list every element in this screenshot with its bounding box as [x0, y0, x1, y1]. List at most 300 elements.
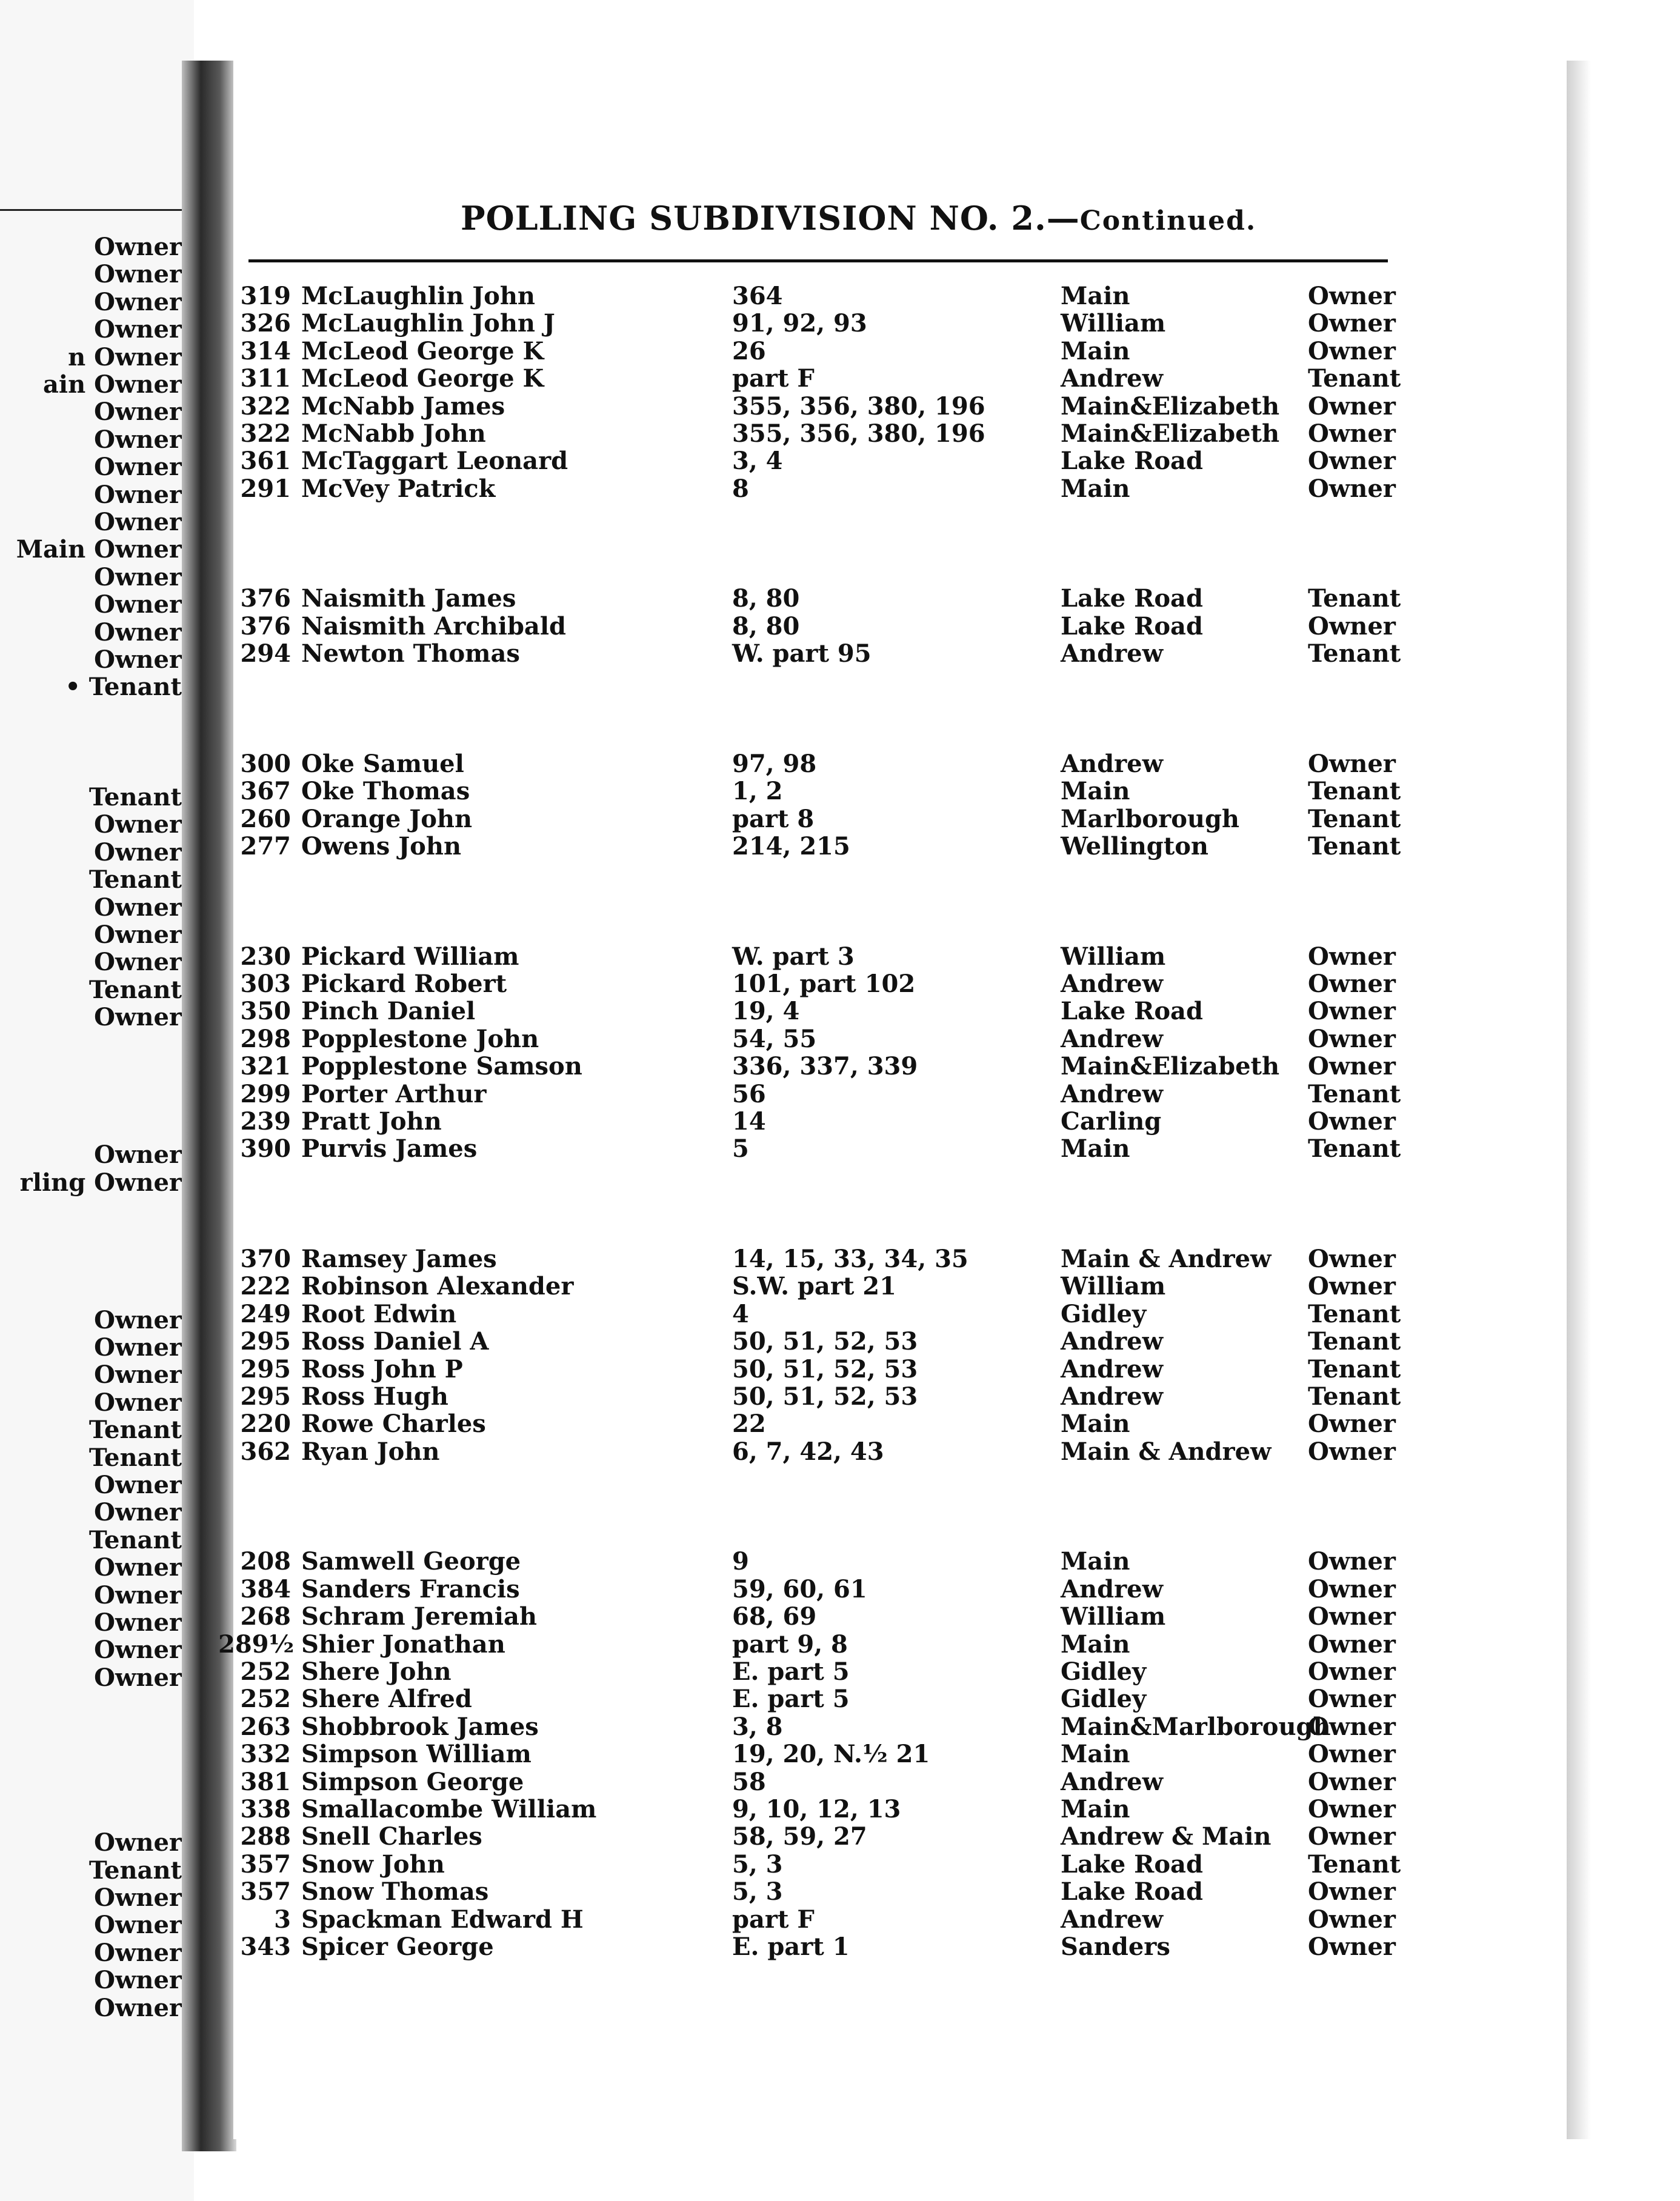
entry-number: 390	[240, 1134, 291, 1164]
table-row	[0, 1025, 1680, 1053]
table-row	[0, 860, 1680, 887]
entry-street: Main	[1061, 1740, 1130, 1769]
page-title	[461, 194, 1257, 242]
table-row	[0, 888, 1680, 915]
entry-street: Carling	[1061, 1107, 1162, 1136]
entry-tenure: Tenant	[1308, 364, 1401, 393]
entry-name: Robinson Alexander	[301, 1272, 574, 1301]
table-row	[0, 970, 1680, 997]
entry-name: Shier Jonathan	[301, 1630, 505, 1659]
facing-page-line: Owner	[94, 1471, 182, 1499]
entry-lots: 58, 59, 27	[732, 1822, 867, 1851]
entry-tenure: Tenant	[1308, 1850, 1401, 1879]
entry-street: Gidley	[1061, 1685, 1147, 1714]
entry-number: 230	[240, 942, 291, 971]
entry-number: 303	[240, 970, 291, 998]
entry-name: Spicer George	[301, 1933, 494, 1961]
entry-street: Main	[1061, 777, 1130, 806]
entry-name: Ross Hugh	[301, 1382, 448, 1411]
entry-street: Main&Marlborough	[1061, 1712, 1331, 1741]
facing-page-line: Owner	[94, 481, 182, 508]
entry-street: Main	[1061, 1630, 1130, 1659]
table-row	[0, 310, 1680, 337]
entry-tenure: Owner	[1308, 309, 1396, 338]
entry-street: Lake Road	[1061, 611, 1203, 641]
entry-tenure: Tenant	[1308, 1134, 1401, 1164]
entry-number: 222	[240, 1272, 291, 1301]
entry-lots: 19, 4	[732, 997, 800, 1026]
facing-page-line: Owner	[94, 1829, 182, 1857]
entry-tenure: Owner	[1308, 474, 1396, 503]
entry-tenure: Owner	[1308, 282, 1396, 310]
entry-number: 294	[240, 639, 291, 668]
entry-name: Simpson William	[301, 1740, 532, 1769]
entry-lots: 9, 10, 12, 13	[732, 1795, 901, 1823]
facing-page-line: Owner	[94, 1334, 182, 1361]
facing-page-line: Main Owner	[16, 536, 182, 564]
table-row	[0, 475, 1680, 502]
entry-number: 3	[274, 1905, 291, 1934]
table-row	[0, 1796, 1680, 1823]
facing-page-line: rling Owner	[19, 1168, 182, 1196]
entry-tenure: Owner	[1308, 1767, 1396, 1796]
entry-street: Main	[1061, 1547, 1130, 1576]
entry-lots: W. part 95	[732, 639, 872, 668]
entry-number: 300	[240, 749, 291, 778]
entry-street: Main & Andrew	[1061, 1437, 1272, 1466]
table-row	[0, 282, 1680, 310]
entry-lots: 336, 337, 339	[732, 1052, 918, 1081]
entry-tenure: Owner	[1308, 1795, 1396, 1823]
table-row	[0, 530, 1680, 558]
entry-name: Pinch Daniel	[301, 997, 476, 1026]
entry-name: McVey Patrick	[301, 474, 496, 503]
entry-number: 332	[240, 1740, 291, 1769]
table-row	[0, 833, 1680, 860]
table-row	[0, 778, 1680, 805]
entry-name: Newton Thomas	[301, 639, 520, 668]
entry-street: William	[1061, 1272, 1166, 1301]
entry-number: 298	[240, 1024, 291, 1053]
entry-tenure: Tenant	[1308, 1299, 1401, 1328]
entry-lots: 355, 356, 380, 196	[732, 391, 985, 421]
entry-number: 322	[240, 391, 291, 421]
entry-name: Oke Thomas	[301, 777, 470, 806]
entry-name: Ross Daniel A	[301, 1327, 489, 1356]
table-row	[0, 393, 1680, 420]
entry-tenure: Owner	[1308, 1905, 1396, 1934]
table-row	[0, 1438, 1680, 1465]
table-row	[0, 1631, 1680, 1658]
table-row	[0, 640, 1680, 667]
entry-tenure: Owner	[1308, 1657, 1396, 1686]
entry-name: Snow Thomas	[301, 1877, 489, 1906]
facing-page-line: Tenant	[88, 976, 182, 1004]
entry-number: 338	[240, 1795, 291, 1823]
entry-name: McLeod George K	[301, 336, 544, 365]
entry-lots: 59, 60, 61	[732, 1574, 867, 1603]
entry-tenure: Owner	[1308, 1410, 1396, 1439]
facing-page-line: Owner	[94, 1609, 182, 1636]
entry-tenure: Tenant	[1308, 1354, 1401, 1384]
entry-tenure: Tenant	[1308, 639, 1401, 668]
entry-lots: part F	[732, 1905, 815, 1934]
table-row	[0, 1245, 1680, 1273]
entry-name: Spackman Edward H	[301, 1905, 584, 1934]
entry-street: Andrew	[1061, 364, 1164, 393]
entry-name: Simpson George	[301, 1767, 524, 1796]
entry-tenure: Owner	[1308, 1933, 1396, 1961]
facing-page-line: Tenant	[88, 1526, 182, 1554]
entry-number: 277	[240, 832, 291, 861]
entry-lots: 3, 4	[732, 447, 783, 476]
table-row	[0, 1768, 1680, 1796]
table-row	[0, 1520, 1680, 1548]
facing-page-line: Owner	[94, 1911, 182, 1939]
entry-lots: 56	[732, 1079, 766, 1108]
entry-tenure: Tenant	[1308, 584, 1401, 613]
entry-lots: 5	[732, 1134, 749, 1164]
entry-number: 370	[240, 1245, 291, 1273]
entry-name: Porter Arthur	[301, 1079, 487, 1108]
entry-tenure: Owner	[1308, 336, 1396, 365]
table-row	[0, 447, 1680, 474]
entry-lots: 4	[732, 1299, 749, 1328]
entry-name: McLaughlin John J	[301, 309, 555, 338]
entry-number: 362	[240, 1437, 291, 1466]
entry-name: McTaggart Leonard	[301, 447, 568, 476]
entry-number: 288	[240, 1822, 291, 1851]
entry-name: Oke Samuel	[301, 749, 464, 778]
entry-street: Andrew	[1061, 970, 1164, 998]
facing-page-line: Owner	[94, 288, 182, 316]
table-row	[0, 943, 1680, 970]
entry-lots: 8	[732, 474, 749, 503]
table-row	[0, 585, 1680, 612]
table-row	[0, 1548, 1680, 1575]
entry-name: Ross John P	[301, 1354, 463, 1384]
entry-street: Main	[1061, 1410, 1130, 1439]
entry-lots: W. part 3	[732, 942, 855, 971]
table-row	[0, 1383, 1680, 1410]
entry-number: 357	[240, 1877, 291, 1906]
facing-page-line: Tenant	[88, 1416, 182, 1444]
entry-number: 208	[240, 1547, 291, 1576]
entry-name: McLeod George K	[301, 364, 544, 393]
entry-name: McLaughlin John	[301, 282, 535, 310]
facing-page-line: Owner	[94, 261, 182, 288]
entry-tenure: Owner	[1308, 447, 1396, 476]
entry-street: Marlborough	[1061, 804, 1239, 833]
table-row	[0, 915, 1680, 942]
entry-tenure: Owner	[1308, 1630, 1396, 1659]
table-row	[0, 1740, 1680, 1768]
entry-lots: part 9, 8	[732, 1630, 848, 1659]
entry-street: Main & Andrew	[1061, 1245, 1272, 1273]
entry-lots: 101, part 102	[732, 970, 916, 998]
entry-name: Root Edwin	[301, 1299, 457, 1328]
entry-tenure: Owner	[1308, 1712, 1396, 1741]
entry-number: 311	[240, 364, 291, 393]
entry-name: Orange John	[301, 804, 473, 833]
entry-lots: 5, 3	[732, 1850, 783, 1879]
entry-lots: 14	[732, 1107, 766, 1136]
entry-number: 384	[240, 1574, 291, 1603]
table-row	[0, 1823, 1680, 1850]
entry-number: 249	[240, 1299, 291, 1328]
entry-lots: 58	[732, 1767, 766, 1796]
table-row	[0, 1081, 1680, 1108]
entry-name: Popplestone Samson	[301, 1052, 582, 1081]
entry-number: 252	[240, 1657, 291, 1686]
facing-page-line: Owner	[94, 1141, 182, 1169]
entry-number: 376	[240, 584, 291, 613]
entry-name: Shere John	[301, 1657, 452, 1686]
facing-page-line: Owner	[94, 1361, 182, 1389]
entry-lots: S.W. part 21	[732, 1272, 896, 1301]
entry-tenure: Owner	[1308, 611, 1396, 641]
entry-street: Main&Elizabeth	[1061, 419, 1280, 448]
entry-number: 321	[240, 1052, 291, 1081]
entry-street: Main&Elizabeth	[1061, 391, 1280, 421]
table-row	[0, 1410, 1680, 1437]
entry-lots: 214, 215	[732, 832, 850, 861]
entry-tenure: Owner	[1308, 1602, 1396, 1631]
entry-name: Popplestone John	[301, 1024, 539, 1053]
facing-page-line: Owner	[94, 618, 182, 646]
table-row	[0, 338, 1680, 365]
facing-page-line: n Owner	[68, 343, 182, 371]
entry-number: 314	[240, 336, 291, 365]
facing-page-line: Owner	[94, 921, 182, 948]
entry-name: Snell Charles	[301, 1822, 482, 1851]
entry-name: Shobbrook James	[301, 1712, 539, 1741]
entry-number: 326	[240, 309, 291, 338]
entry-number: 239	[240, 1107, 291, 1136]
table-row	[0, 1135, 1680, 1162]
entry-lots: 19, 20, N.½ 21	[732, 1740, 930, 1769]
entry-street: Andrew & Main	[1061, 1822, 1272, 1851]
entry-tenure: Owner	[1308, 942, 1396, 971]
facing-page-line: Owner	[94, 1499, 182, 1527]
entry-lots: 6, 7, 42, 43	[732, 1437, 884, 1466]
table-row	[0, 1273, 1680, 1300]
entry-tenure: Owner	[1308, 997, 1396, 1026]
entry-lots: 8, 80	[732, 611, 800, 641]
table-row	[0, 1576, 1680, 1603]
table-row	[0, 1493, 1680, 1520]
entry-street: Gidley	[1061, 1657, 1147, 1686]
facing-page-line: Owner	[94, 1663, 182, 1691]
entry-lots: part F	[732, 364, 815, 393]
entry-lots: 9	[732, 1547, 749, 1576]
entry-number: 343	[240, 1933, 291, 1961]
entry-number: 252	[240, 1685, 291, 1714]
entry-tenure: Owner	[1308, 1245, 1396, 1273]
entry-street: Main	[1061, 1134, 1130, 1164]
table-row	[0, 1108, 1680, 1135]
entry-number: 357	[240, 1850, 291, 1879]
table-row	[0, 1053, 1680, 1080]
entry-street: William	[1061, 1602, 1166, 1631]
facing-page-line: Owner	[94, 948, 182, 976]
table-row	[0, 1163, 1680, 1190]
entry-street: Lake Road	[1061, 1850, 1203, 1879]
entry-name: Owens John	[301, 832, 462, 861]
entry-name: Snow John	[301, 1850, 445, 1879]
entry-number: 289½	[218, 1630, 295, 1659]
entry-tenure: Owner	[1308, 391, 1396, 421]
entry-street: Andrew	[1061, 749, 1164, 778]
facing-page-line: Owner	[94, 646, 182, 673]
facing-page-line: Owner	[94, 838, 182, 866]
entry-name: Ramsey James	[301, 1245, 497, 1273]
entry-lots: 50, 51, 52, 53	[732, 1382, 918, 1411]
entry-name: Samwell George	[301, 1547, 521, 1576]
entry-name: McNabb John	[301, 419, 486, 448]
entry-number: 220	[240, 1410, 291, 1439]
header-rule	[248, 259, 1388, 262]
facing-page-line: Owner	[94, 233, 182, 261]
entry-street: Andrew	[1061, 1382, 1164, 1411]
entry-street: Gidley	[1061, 1299, 1147, 1328]
facing-page-line: Owner	[94, 1306, 182, 1334]
title-continued: Continued.	[1079, 205, 1257, 236]
table-row	[0, 558, 1680, 585]
entry-name: Rowe Charles	[301, 1410, 486, 1439]
entry-street: Andrew	[1061, 1574, 1164, 1603]
facing-page-line: Tenant	[88, 784, 182, 811]
entry-name: Ryan John	[301, 1437, 440, 1466]
table-row	[0, 420, 1680, 447]
facing-page-line: Tenant	[88, 1443, 182, 1471]
table-row	[0, 1300, 1680, 1328]
entry-street: Main	[1061, 474, 1130, 503]
facing-page-line: Owner	[94, 1004, 182, 1031]
table-row	[0, 805, 1680, 833]
table-row	[0, 1328, 1680, 1355]
facing-page-line: Owner	[94, 1884, 182, 1911]
entry-lots: 5, 3	[732, 1877, 783, 1906]
table-row	[0, 1603, 1680, 1630]
entry-tenure: Owner	[1308, 1437, 1396, 1466]
entry-name: Schram Jeremiah	[301, 1602, 537, 1631]
entry-tenure: Tenant	[1308, 804, 1401, 833]
entry-lots: 54, 55	[732, 1024, 817, 1053]
entry-name: Purvis James	[301, 1134, 478, 1164]
facing-page-line: Owner	[94, 893, 182, 921]
table-row	[0, 997, 1680, 1025]
entry-tenure: Tenant	[1308, 832, 1401, 861]
facing-page-line: Owner	[94, 1388, 182, 1416]
entry-street: Main	[1061, 282, 1130, 310]
entry-tenure: Owner	[1308, 1877, 1396, 1906]
entry-tenure: Owner	[1308, 1107, 1396, 1136]
entry-street: William	[1061, 309, 1166, 338]
facing-page-line: ain Owner	[42, 371, 182, 398]
entry-lots: 97, 98	[732, 749, 817, 778]
entry-street: Lake Road	[1061, 447, 1203, 476]
facing-page-line: Owner	[94, 1966, 182, 1994]
entry-lots: 50, 51, 52, 53	[732, 1354, 918, 1384]
entry-street: Andrew	[1061, 1327, 1164, 1356]
facing-page-line: Owner	[94, 425, 182, 453]
entry-street: Andrew	[1061, 1905, 1164, 1934]
table-row	[0, 1658, 1680, 1685]
facing-page-line: Owner	[94, 1554, 182, 1582]
entry-name: Naismith Archibald	[301, 611, 566, 641]
entry-tenure: Owner	[1308, 1272, 1396, 1301]
entry-number: 367	[240, 777, 291, 806]
table-row	[0, 1713, 1680, 1740]
entry-number: 322	[240, 419, 291, 448]
facing-page-line: Owner	[94, 508, 182, 536]
table-row	[0, 668, 1680, 695]
table-row	[0, 695, 1680, 722]
entry-lots: E. part 5	[732, 1685, 850, 1714]
entry-lots: 50, 51, 52, 53	[732, 1327, 918, 1356]
table-row	[0, 1465, 1680, 1493]
entry-lots: 26	[732, 336, 766, 365]
entry-name: McNabb James	[301, 391, 505, 421]
entry-street: Andrew	[1061, 1767, 1164, 1796]
entry-tenure: Owner	[1308, 419, 1396, 448]
entry-number: 350	[240, 997, 291, 1026]
entry-tenure: Owner	[1308, 1685, 1396, 1714]
entry-name: Shere Alfred	[301, 1685, 472, 1714]
entry-number: 268	[240, 1602, 291, 1631]
facing-page-line: Owner	[94, 1636, 182, 1664]
table-row	[0, 1190, 1680, 1217]
entry-tenure: Tenant	[1308, 777, 1401, 806]
table-row	[0, 750, 1680, 778]
entry-lots: 91, 92, 93	[732, 309, 867, 338]
entry-tenure: Owner	[1308, 1574, 1396, 1603]
table-row	[0, 613, 1680, 640]
entry-lots: 8, 80	[732, 584, 800, 613]
facing-page-line: Owner	[94, 1581, 182, 1609]
entry-number: 295	[240, 1327, 291, 1356]
entry-tenure: Owner	[1308, 1052, 1396, 1081]
entry-street: Main	[1061, 1795, 1130, 1823]
table-row	[0, 1218, 1680, 1245]
entry-street: William	[1061, 942, 1166, 971]
entry-number: 319	[240, 282, 291, 310]
entry-number: 263	[240, 1712, 291, 1741]
table-row	[0, 1851, 1680, 1878]
entry-tenure: Owner	[1308, 1740, 1396, 1769]
entry-tenure: Owner	[1308, 1822, 1396, 1851]
entry-number: 376	[240, 611, 291, 641]
title-text: POLLING SUBDIVISION NO. 2.—	[461, 199, 1080, 238]
table-row	[0, 722, 1680, 750]
entry-lots: E. part 5	[732, 1657, 850, 1686]
entry-street: Main	[1061, 336, 1130, 365]
entry-street: Andrew	[1061, 1079, 1164, 1108]
facing-page-line: Tenant	[88, 866, 182, 894]
entry-tenure: Owner	[1308, 1024, 1396, 1053]
table-row	[0, 365, 1680, 392]
entry-lots: 355, 356, 380, 196	[732, 419, 985, 448]
entry-number: 381	[240, 1767, 291, 1796]
table-row	[0, 1933, 1680, 1960]
entry-name: Naismith James	[301, 584, 516, 613]
facing-page-line: Owner	[94, 398, 182, 426]
facing-page-line: Tenant	[88, 1856, 182, 1884]
entry-tenure: Tenant	[1308, 1079, 1401, 1108]
entry-tenure: Tenant	[1308, 1327, 1401, 1356]
entry-lots: E. part 1	[732, 1933, 850, 1961]
